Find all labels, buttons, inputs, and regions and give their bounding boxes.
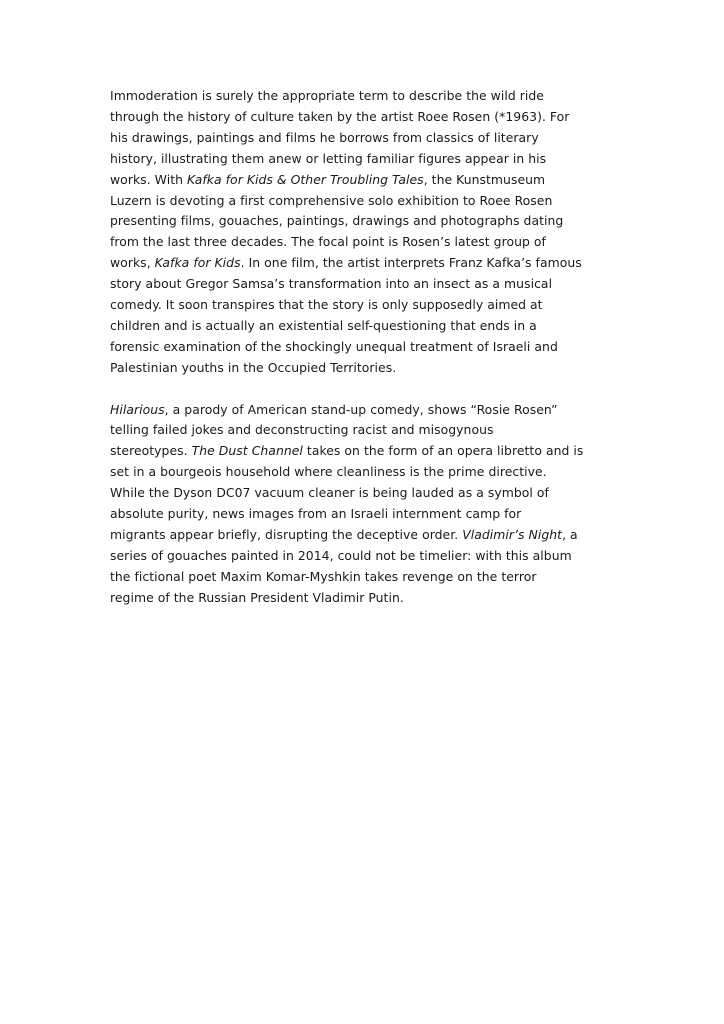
text-line — [110, 525, 620, 546]
text-line — [110, 295, 620, 316]
text-run: takes on the form of an opera libretto and is — [302, 443, 584, 459]
italic-title: Hilarious — [110, 401, 165, 417]
text-run: migrants appear briefly, disrupting the deceptive order. — [110, 527, 463, 543]
text-run: through the history of culture taken by the artist Roee Rosen (*1963). For — [110, 108, 570, 124]
text-run: the fictional poet Maxim Komar-Myshkin takes revenge on the terror — [110, 568, 537, 584]
text-line — [110, 504, 620, 525]
text-run: from the last three decades. The focal point is Rosen’s latest group of — [110, 234, 546, 250]
body-text — [110, 86, 620, 609]
text-run: forensic examination of the shockingly unequal treatment of Israeli and — [110, 338, 558, 354]
text-run: his drawings, paintings and films he borrows from classics of literary — [110, 129, 539, 145]
text-line — [110, 170, 620, 191]
text-run: series of gouaches painted in 2014, could not be timelier: with this album — [110, 547, 572, 563]
italic-title: The Dust Channel — [191, 443, 303, 459]
text-line — [110, 441, 620, 462]
text-line — [110, 546, 620, 567]
text-line — [110, 420, 620, 441]
text-line — [110, 86, 620, 107]
text-run: history, illustrating them anew or letting familiar figures appear in his — [110, 150, 547, 166]
text-line — [110, 400, 620, 421]
text-line — [110, 232, 620, 253]
text-line — [110, 253, 620, 274]
text-line — [110, 316, 620, 337]
text-line — [110, 149, 620, 170]
text-line — [110, 128, 620, 149]
text-run: , a — [562, 527, 578, 543]
paragraph-2 — [110, 400, 620, 609]
text-line — [110, 274, 620, 295]
text-run: works. With — [110, 171, 187, 187]
text-run: Immoderation is surely the appropriate term to describe the wild ride — [110, 88, 544, 103]
text-line — [110, 567, 620, 588]
italic-title: Vladimir’s Night — [462, 527, 563, 543]
text-run: works, — [110, 255, 155, 271]
text-run: children and is actually an existential self-questioning that ends in a — [110, 317, 537, 333]
text-run: . In one film, the artist interprets Franz Kafka’s famous — [240, 255, 582, 271]
paragraph-1 — [110, 86, 620, 379]
text-line — [110, 358, 620, 379]
text-line — [110, 337, 620, 358]
text-run: absolute purity, news images from an Israeli internment camp for — [110, 506, 522, 522]
text-run: stereotypes. — [110, 443, 192, 459]
text-line — [110, 191, 620, 212]
text-run: telling failed jokes and deconstructing racist and misogynous — [110, 422, 494, 438]
text-run: Palestinian youths in the Occupied Territories. — [110, 359, 397, 375]
text-run: , the Kunstmuseum — [423, 171, 546, 187]
text-run: story about Gregor Samsa’s transformation into an insect as a musical — [110, 276, 553, 292]
text-line — [110, 211, 620, 232]
text-run: While the Dyson DC07 vacuum cleaner is being lauded as a symbol of — [110, 485, 549, 501]
text-run: regime of the Russian President Vladimir Putin. — [110, 589, 404, 605]
text-run: Luzern is devoting a first comprehensive solo exhibition to Roee Rosen — [110, 192, 553, 208]
italic-title: Kafka for Kids & Other Troubling Tales — [187, 171, 424, 187]
text-run: set in a bourgeois household where cleanliness is the prime directive. — [110, 464, 547, 480]
text-run: presenting films, gouaches, paintings, drawings and photographs dating — [110, 213, 564, 229]
text-run: comedy. It soon transpires that the story is only supposedly aimed at — [110, 297, 543, 313]
text-run: , a parody of American stand-up comedy, shows “Rosie Rosen” — [164, 401, 558, 417]
italic-title: Kafka for Kids — [154, 255, 241, 271]
text-line — [110, 588, 620, 609]
text-line — [110, 483, 620, 504]
text-line — [110, 462, 620, 483]
text-line — [110, 107, 620, 128]
